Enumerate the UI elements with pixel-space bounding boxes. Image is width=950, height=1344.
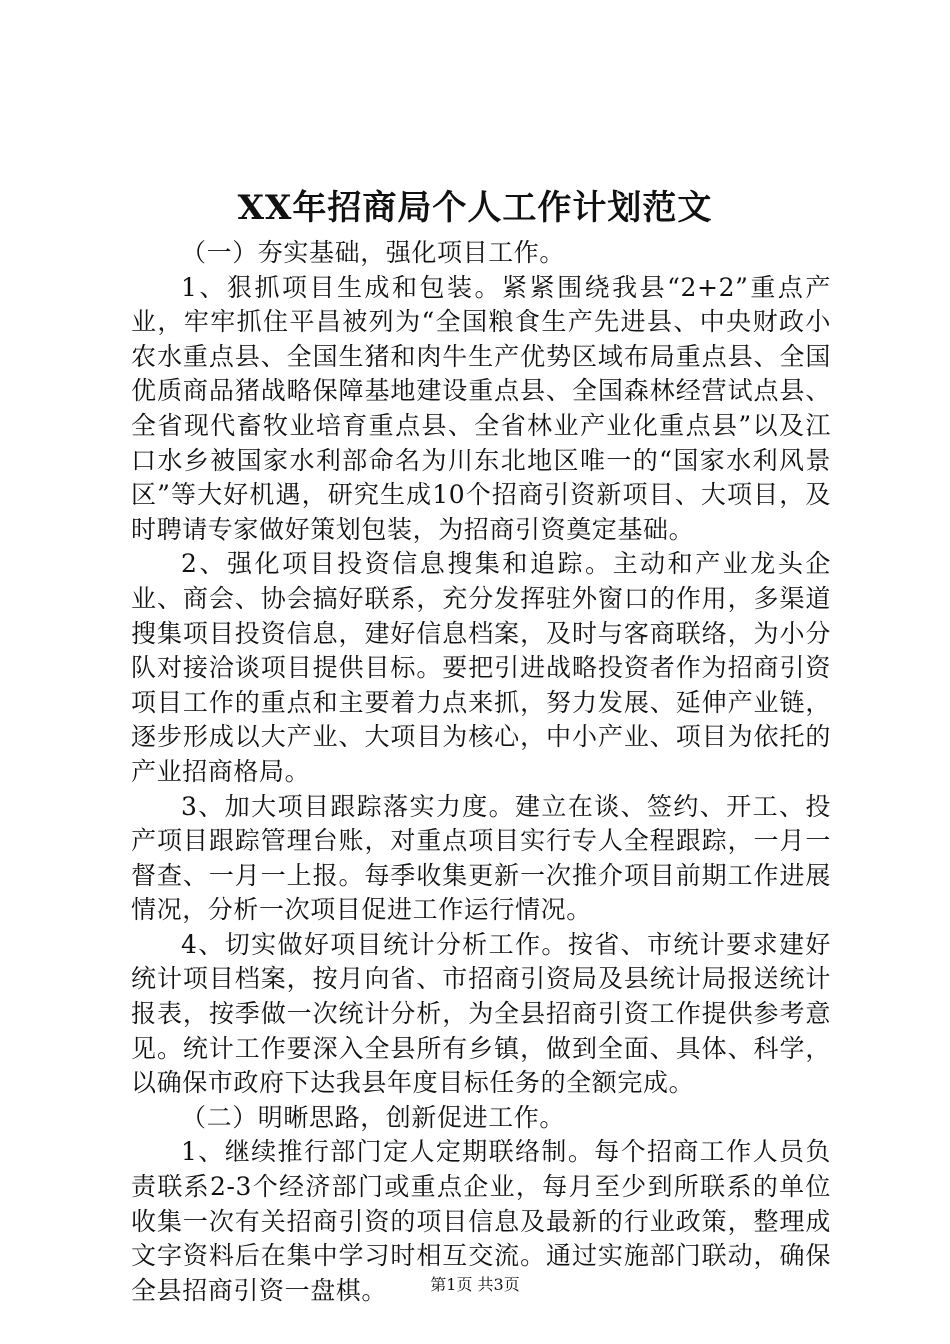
document-body <box>131 236 831 1308</box>
section-heading-1: （一）夯实基础，强化项目工作。 <box>181 238 566 267</box>
paragraph-4: 4、切实做好项目统计分析工作。按省、市统计要求建好统计项目档案，按月向省、市招商引资局及县统计局报送统计报表，按季做一次统计分析，为全县招商引资工作提供参考意见。统计工作要深入全县所有乡镇，做到全面、具体、科学，以确保市政府下达我县年度目标任务的全额完成。 <box>131 929 831 1098</box>
section-heading-2: （二）明晰思路，创新促进工作。 <box>181 1102 566 1132</box>
document-title: XX年招商局个人工作计划范文 <box>237 188 713 228</box>
paragraph-1: 1、狠抓项目生成和包装。紧紧围绕我县“2+2”重点产业，牢牢抓住平昌被列为“全国粮食生产先进县、中央财政小农水重点县、全国生猪和肉牛生产优势区域布局重点县、全国优质商品猪战略保障基地建设重点县、全国森林经营试点县、全省现代畜牧业培育重点县、全省林业产业化重点县”以及江口水乡被国家水利部命名为川东北地区唯一的“国家水利风景区”等大好机遇，研究生成10个招商引资新项目、大项目，及时聘请专家做好策划包装，为招商引资奠定基础。 <box>131 272 831 544</box>
paragraph-3: 3、加大项目跟踪落实力度。建立在谈、签约、开工、投产项目跟踪管理台账，对重点项目实行专人全程跟踪，一月一督查、一月一上报。每季收集更新一次推介项目前期工作进展情况，分析一次项目促进工作运行情况。 <box>131 791 831 925</box>
page-footer: 第1页 共3页 <box>430 1275 520 1294</box>
paragraph-2: 2、强化项目投资信息搜集和追踪。主动和产业龙头企业、商会、协会搞好联系，充分发挥驻外窗口的作用，多渠道搜集项目投资信息，建好信息档案，及时与客商联络，为小分队对接洽谈项目提供目标。要把引进战略投资者作为招商引资项目工作的重点和主要着力点来抓，努力发展、延伸产业链，逐步形成以大产业、大项目为核心，中小产业、项目为依托的产业招商格局。 <box>131 549 831 786</box>
paragraph-5: 1、继续推行部门定人定期联络制。每个招商工作人员负责联系2-3个经济部门或重点企业，每月至少到所联系的单位收集一次有关招商引资的项目信息及最新的行业政策，整理成文字资料后在集中学习时相互交流。通过实施部门联动，确保全县招商引资一盘棋。 <box>131 1137 831 1305</box>
